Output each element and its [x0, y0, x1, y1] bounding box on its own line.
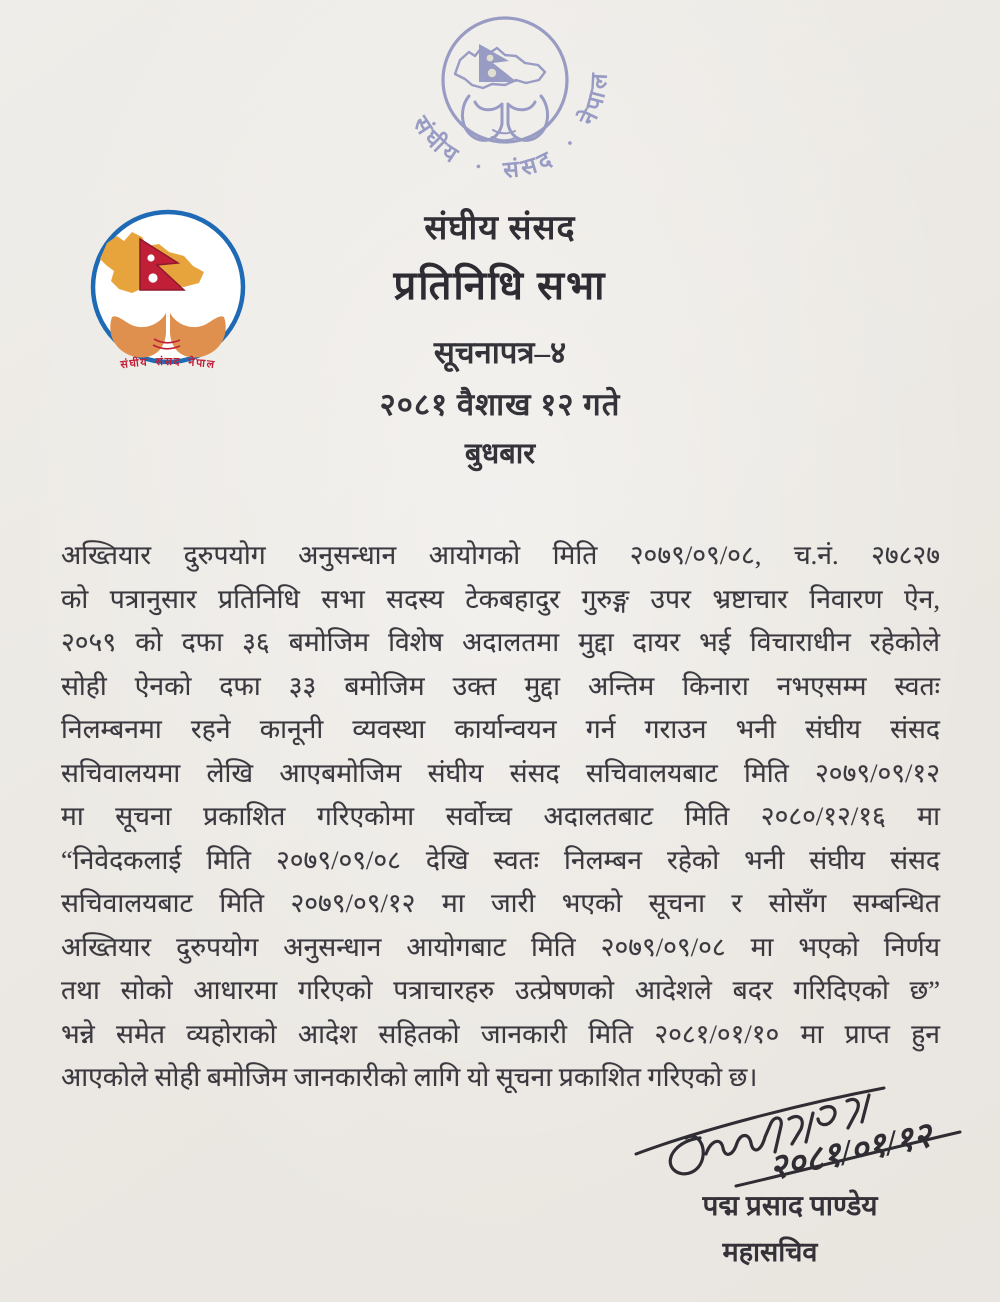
parliament-ink-stamp-icon [360, 0, 650, 215]
body-line: आएकोले सोही बमोजिम जानकारीको लागि यो सूचना प्रकाशित गरिएको छ। [61, 1062, 758, 1092]
body-line: निलम्बनमा रहने कानूनी व्यवस्था कार्यान्वयन गर्न गराउन भनी संघीय संसद [61, 714, 940, 744]
body-line: भन्ने समेत व्यहोराको आदेश सहितको जानकारी मिति २०८१/०१/१० मा प्राप्त हुन [61, 1018, 940, 1049]
body-line: सचिवालयबाट मिति २०७९/०९/१२ मा जारी भएको सूचना र सोसँग सम्बन्धित [61, 888, 940, 918]
body-line: २०५९ को दफा ३६ बमोजिम विशेष अदालतमा मुद्दा दायर भई विचाराधीन रहेकोले [61, 627, 940, 657]
body-line: तथा सोको आधारमा गरिएको पत्राचारहरु उत्प्रेषणको आदेशले बदर गरिदिएको छ” [61, 975, 940, 1005]
signatory-name: पद्म प्रसाद पाण्डेय [702, 1191, 878, 1222]
body-line: सचिवालयमा लेखि आएबमोजिम संघीय संसद सचिवालयबाट मिति २०७९/०९/१२ [61, 757, 940, 788]
emblem-caption: संघीय संसद नेपाल [119, 355, 217, 372]
signature-handwritten-date: २०८१/०१/१२ [765, 1115, 936, 1188]
body-line: सोही ऐनको दफा ३३ बमोजिम उक्त मुद्दा अन्तिम किनारा नभएसम्म स्वतः [61, 670, 940, 701]
federal-parliament-emblem [68, 195, 268, 391]
notice-number: सूचनापत्र–४ [433, 335, 567, 370]
stamp-hand-left [462, 96, 502, 140]
svg-text:संघीय संसद नेपाल [119, 355, 217, 372]
body-line: अख्तियार दुरुपयोग अनुसन्धान आयोगको मिति २०७९/०९/०८, च.नं. २७८२७ [61, 540, 940, 570]
signatory-designation: महासचिव [722, 1237, 818, 1267]
stamp-curved-text: संघीय · संसद · नेपाल [408, 68, 613, 183]
body-line: मा सूचना प्रकाशित गरिएकोमा सर्वोच्च अदालतबाट मिति २०८०/१२/१६ मा [61, 801, 940, 831]
body-line: को पत्रानुसार प्रतिनिधि सभा सदस्य टेकबहादुर गुरुङ्ग उपर भ्रष्टाचार निवारण ऐन, [61, 583, 940, 614]
stamp-hand-right [508, 96, 548, 140]
notice-weekday: बुधबार [464, 438, 536, 470]
house-name: प्रतिनिधि सभा [393, 263, 607, 308]
notice-date-bs: २०८१ वैशाख १२ गते [379, 387, 621, 422]
body-line: “निवेदकलाई मिति २०७९/०९/०८ देखि स्वतः निलम्बन रहेको भनी संघीय संसद [61, 844, 940, 875]
notice-body [61, 534, 940, 1100]
org-name: संघीय संसद [424, 210, 576, 247]
body-line: अख्तियार दुरुपयोग अनुसन्धान आयोगबाट मिति २०७९/०९/०८ मा भएको निर्णय [61, 931, 940, 962]
